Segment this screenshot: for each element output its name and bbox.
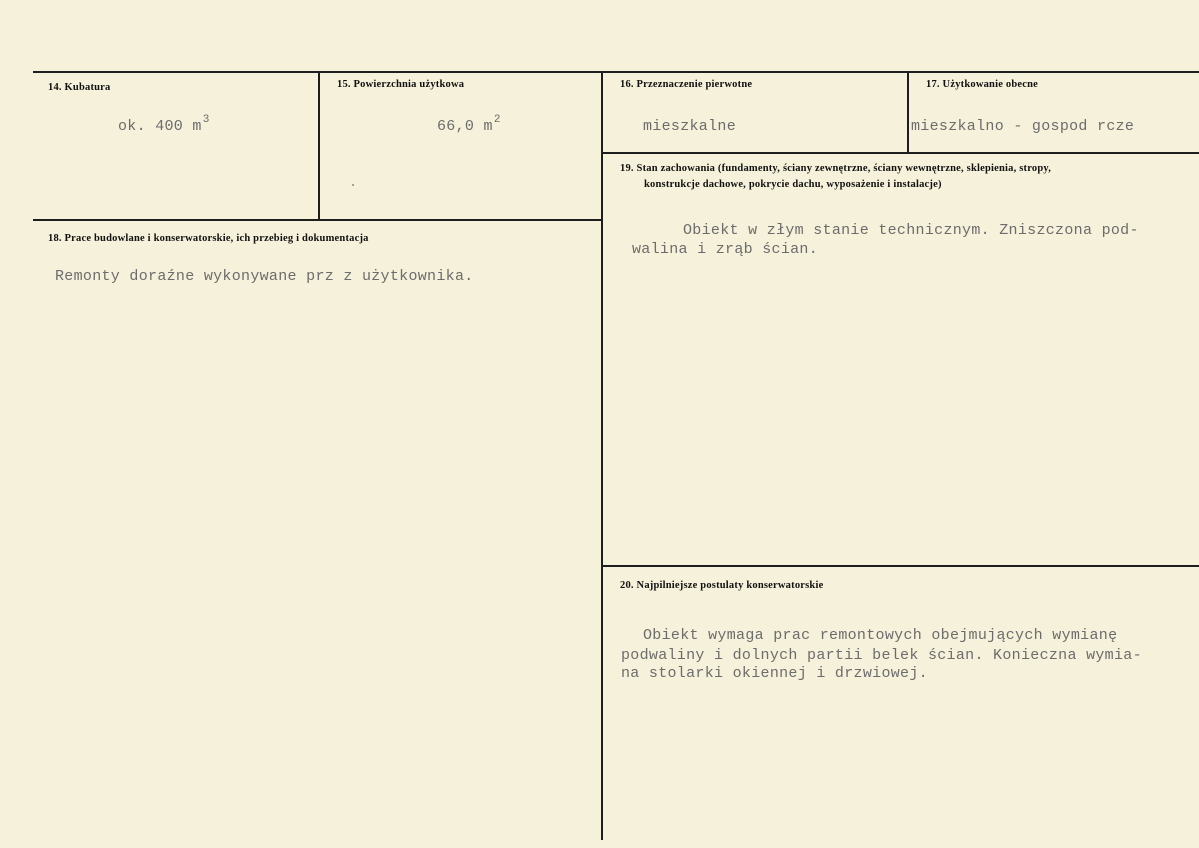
divider-16-17 [907,73,909,152]
field-16-value: mieszkalne [643,118,737,135]
rule-above-20 [603,565,1199,567]
field-14-text: ok. 400 m [118,118,202,135]
field-14-exponent: 3 [202,114,210,126]
field-14-label: 14. Kubatura [48,82,111,93]
field-17-value: mieszkalno - gospod rcze [911,118,1135,135]
field-19-line-2: walina i zrąb ścian. [632,241,819,258]
field-18-label: 18. Prace budowlane i konserwatorskie, ich przebieg i dokumentacja [48,233,369,244]
field-19-line-1: Obiekt w złym stanie technicznym. Zniszczona pod- [683,222,1139,239]
ink-speck [352,184,354,186]
field-15-label: 15. Powierzchnia użytkowa [337,79,465,90]
field-20-line-3: na stolarki okiennej i drzwiowej. [621,665,928,682]
field-18-value: Remonty doraźne wykonywane prz z użytkownika. [55,268,474,285]
field-20-line-2: podwaliny i dolnych partii belek ścian. Konieczna wymia- [621,647,1142,664]
field-15-value [437,114,501,137]
field-19-label-cont: konstrukcje dachowe, pokrycie dachu, wyposażenie i instalacje) [644,179,942,190]
top-rule [33,71,1199,73]
field-14-value [118,114,210,137]
field-20-label: 20. Najpilniejsze postulaty konserwatorskie [620,580,824,591]
field-15-text: 66,0 m [437,118,493,135]
field-16-label: 16. Przeznaczenie pierwotne [620,79,753,90]
rule-below-16-17 [603,152,1199,154]
rule-below-14-15 [33,219,603,221]
field-17-label: 17. Użytkowanie obecne [926,79,1039,90]
field-15-exponent: 2 [493,114,501,126]
field-19-label: 19. Stan zachowania (fundamenty, ściany zewnętrzne, ściany wewnętrzne, sklepienia, stropy, [620,163,1052,174]
divider-center [601,73,603,840]
field-20-line-1: Obiekt wymaga prac remontowych obejmujących wymianę [643,627,1118,644]
divider-14-15 [318,73,320,220]
